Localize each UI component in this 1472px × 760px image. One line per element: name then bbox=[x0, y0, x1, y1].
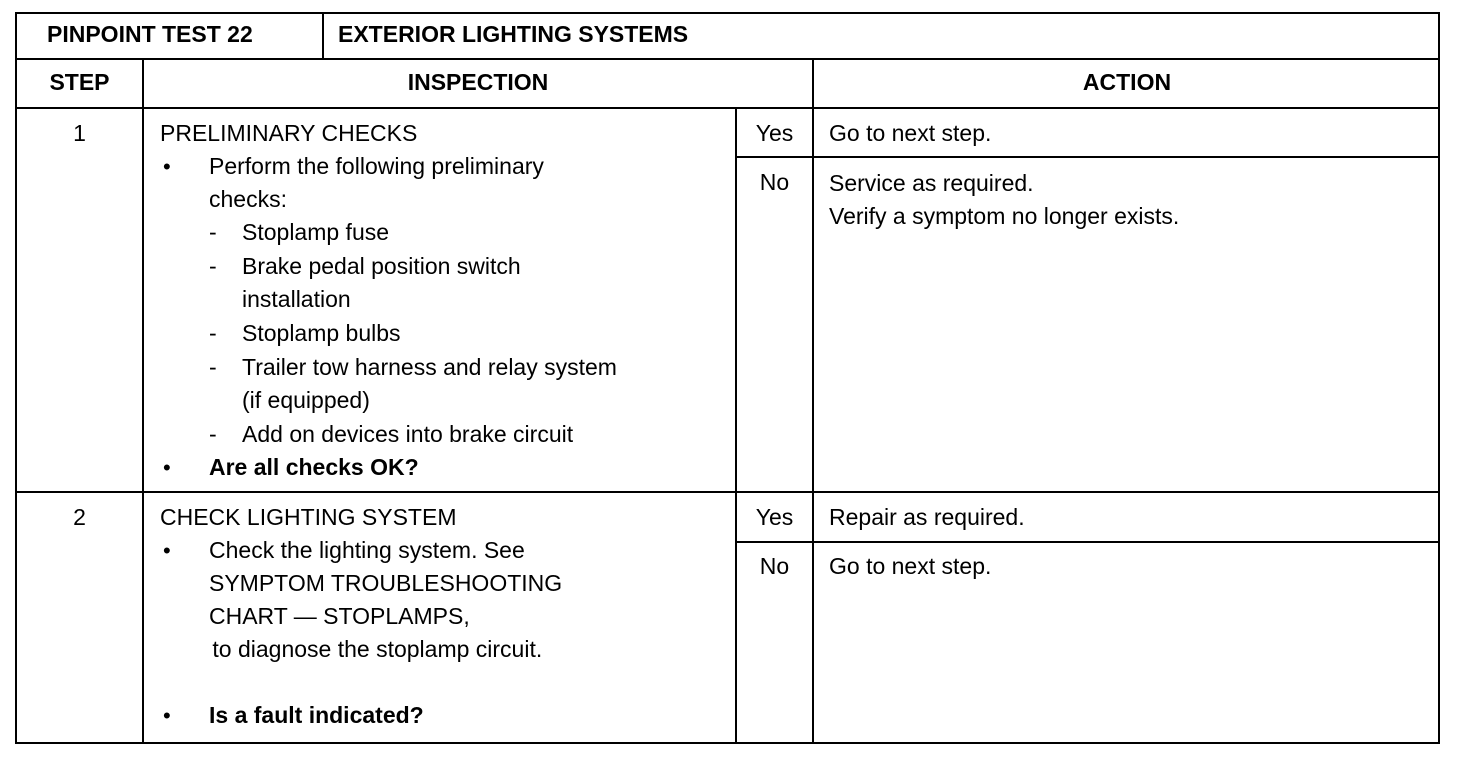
instruction-line: Perform the following preliminary bbox=[209, 153, 544, 179]
instruction-line: CHART — STOPLAMPS, bbox=[209, 603, 470, 629]
instruction-line: checks: bbox=[209, 186, 287, 212]
no-action: Go to next step. bbox=[829, 553, 992, 579]
bullet-icon: • bbox=[163, 538, 171, 563]
yes-action: Repair as required. bbox=[829, 504, 1025, 530]
no-label: No bbox=[759, 553, 790, 579]
bullet-icon: • bbox=[163, 703, 171, 728]
rule-step1-yes-bottom bbox=[736, 156, 1440, 158]
step-title: PRELIMINARY CHECKS bbox=[160, 120, 418, 146]
column-inspection-heading: INSPECTION bbox=[407, 69, 549, 95]
instruction-line: to diagnose the stoplamp circuit. bbox=[206, 636, 543, 662]
sub-item: Stoplamp fuse bbox=[242, 219, 390, 245]
sub-item: Trailer tow harness and relay system bbox=[242, 354, 617, 380]
rule-yesno-column-left bbox=[735, 107, 737, 744]
step-number: 2 bbox=[73, 504, 86, 530]
rule-step1-bottom bbox=[15, 491, 1440, 493]
sub-item-continuation: installation bbox=[242, 286, 351, 312]
rule-columns-bottom bbox=[15, 107, 1440, 109]
step-question: Are all checks OK? bbox=[209, 454, 419, 480]
rule-action-column bbox=[812, 58, 814, 744]
step-title: CHECK LIGHTING SYSTEM bbox=[160, 504, 457, 530]
yes-action: Go to next step. bbox=[829, 120, 992, 146]
rule-step2-yes-bottom bbox=[736, 541, 1440, 543]
sub-item: Add on devices into brake circuit bbox=[242, 421, 574, 447]
test-id: PINPOINT TEST 22 bbox=[47, 21, 253, 47]
sub-item: Brake pedal position switch bbox=[242, 253, 521, 279]
dash-icon: - bbox=[209, 354, 217, 380]
test-title: EXTERIOR LIGHTING SYSTEMS bbox=[338, 21, 689, 47]
instruction-line: Check the lighting system. See bbox=[209, 537, 525, 563]
dash-icon: - bbox=[209, 253, 217, 279]
bullet-icon: • bbox=[163, 154, 171, 179]
step-question: Is a fault indicated? bbox=[209, 702, 424, 728]
column-step-heading: STEP bbox=[49, 69, 110, 95]
sub-item: Stoplamp bulbs bbox=[242, 320, 401, 346]
yes-label: Yes bbox=[755, 120, 794, 146]
yes-label: Yes bbox=[755, 504, 794, 530]
rule-step-column bbox=[142, 58, 144, 744]
dash-icon: - bbox=[209, 421, 217, 447]
sub-item-continuation: (if equipped) bbox=[242, 387, 370, 413]
column-action-heading: ACTION bbox=[1082, 69, 1172, 95]
no-action-line: Verify a symptom no longer exists. bbox=[829, 203, 1180, 229]
dash-icon: - bbox=[209, 320, 217, 346]
no-label: No bbox=[759, 169, 790, 195]
instruction-line: SYMPTOM TROUBLESHOOTING bbox=[209, 570, 563, 596]
bullet-icon: • bbox=[163, 455, 171, 480]
step-number: 1 bbox=[73, 120, 86, 146]
dash-icon: - bbox=[209, 219, 217, 245]
rule-header-divider bbox=[322, 12, 324, 59]
no-action-line: Service as required. bbox=[829, 170, 1034, 196]
rule-header-bottom bbox=[15, 58, 1440, 60]
